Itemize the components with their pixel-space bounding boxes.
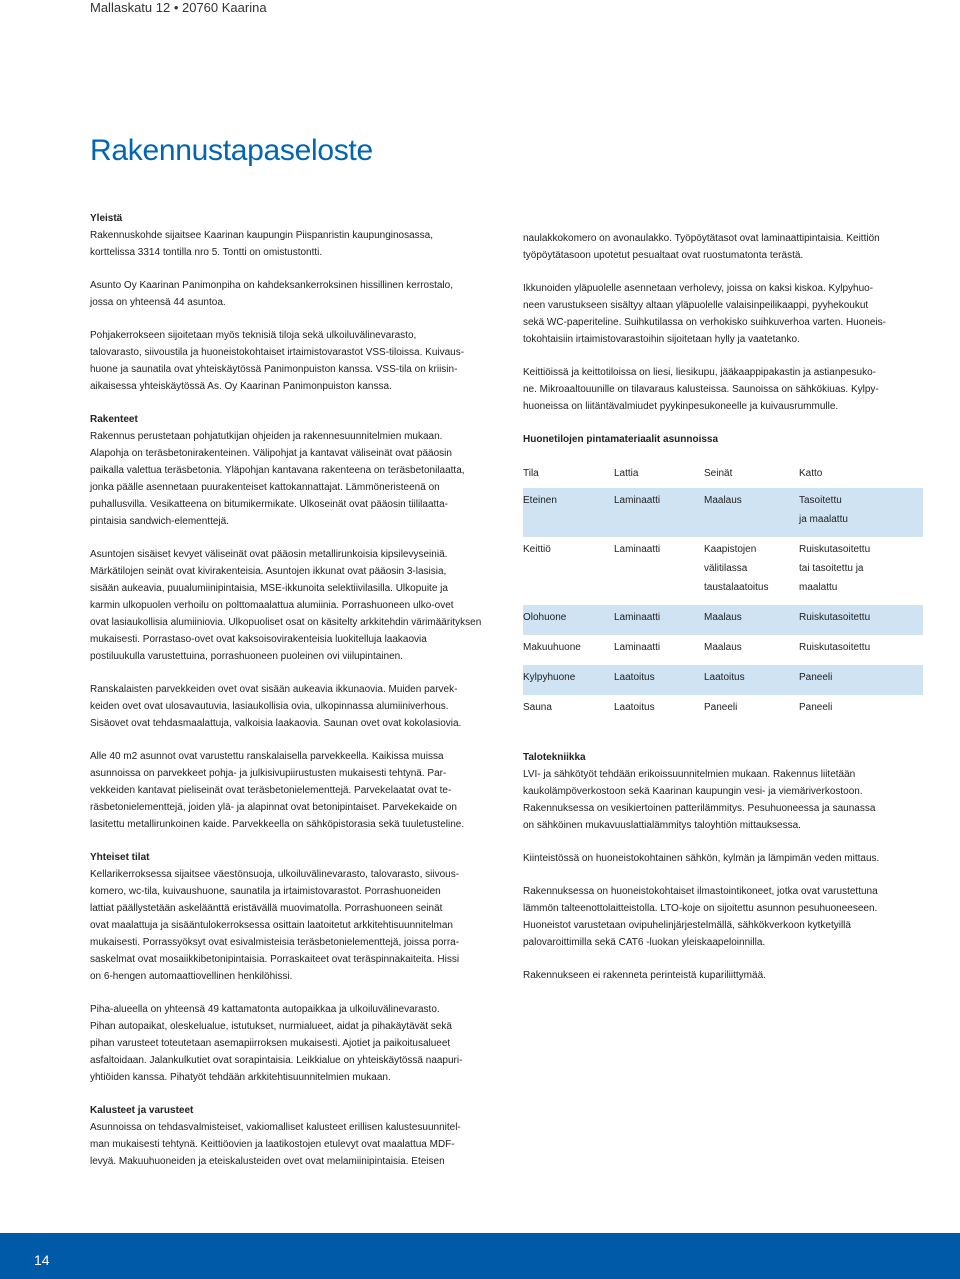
table-cell: Paneeli bbox=[799, 695, 923, 725]
paragraph: Asunnoissa on tehdasvalmisteiset, vakiomalliset kalusteet erillisen kalustesuunnitel- man mukaisesti tehtynä. Keittiöovien ja laatikostojen etulevyt ovat maalattua MDF- levyä. Makuuhuoneiden ja eteiskalusteiden ovet ovat melamiinipintaisia. Eteisen bbox=[90, 1122, 461, 1167]
table-cell: Sauna bbox=[523, 695, 614, 725]
paragraph: Kiinteistössä on huoneistokohtainen sähkön, kylmän ja lämpimän veden mittaus. bbox=[523, 853, 880, 864]
page-title: Rakennustapaseloste bbox=[90, 134, 373, 167]
section-heading-yhteiset-tilat: Yhteiset tilat bbox=[90, 852, 150, 863]
table-row bbox=[523, 605, 923, 635]
header-address: Mallaskatu 12 • 20760 Kaarina bbox=[90, 0, 267, 15]
table-cell: Laminaatti bbox=[614, 488, 704, 537]
paragraph: LVI- ja sähkötyöt tehdään erikoissuunnitelmien mukaan. Rakennus liitetään kaukolämpöverkostoon sekä Kaarinan kaupungin vesi- ja viemäriverkostoon. Rakennuksessa on vesikiertoinen patterilämmitys. Pesuhuoneessa ja saunassa on sähköinen mukavuuslattialämmitys taloyhtiön mittauksessa. bbox=[523, 769, 876, 831]
table-cell: Olohuone bbox=[523, 605, 614, 635]
section-heading-talotekniikka: Talotekniikka bbox=[523, 752, 586, 763]
section-heading-kalusteet: Kalusteet ja varusteet bbox=[90, 1105, 194, 1116]
table-cell: Laatoitus bbox=[614, 665, 704, 695]
table-cell: Laminaatti bbox=[614, 605, 704, 635]
section-rakenteet bbox=[90, 411, 495, 833]
materials-table bbox=[523, 465, 923, 725]
section-heading-rakenteet: Rakenteet bbox=[90, 414, 138, 425]
section-yleista bbox=[90, 210, 495, 395]
table-cell: Maalaus bbox=[704, 488, 799, 537]
column-header: Seinät bbox=[704, 468, 733, 479]
table-cell: Eteinen bbox=[523, 488, 614, 537]
table-cell: Kylpyhuone bbox=[523, 665, 614, 695]
column-header: Lattia bbox=[614, 468, 639, 479]
column-header: Tila bbox=[523, 468, 539, 479]
paragraph: Ikkunoiden yläpuolelle asennetaan verholevy, joissa on kaksi kiskoa. Kylpyhuo- neen varustukseen sisältyy altaan yläpuolelle valaisinpeilikaappi, pyyhekoukut sekä WC-paperiteline. Suihkutilassa on verhokisko suihkuverhoa varten. Huoneis- tokohtaisiin irtaimistovarastoihin sijoitetaan hylly ja vaatetanko. bbox=[523, 283, 886, 345]
paragraph: Alle 40 m2 asunnot ovat varustettu ranskalaisella parvekkeella. Kaikissa muissa asunnoissa on parvekkeet pohja- ja julkisivupiirustusten mukaisesti tehtynä. Par- vekkeiden kantavat pieliseinät ovat teräsbetonielementtejä. Parvekelaatat ovat te- räsbetonielementtejä, joiden ylä- ja alapinnat ovat betonipintaiset. Parvekekaide on lasitettu metallirunkoinen kaide. Parvekkeella on sähköpistorasia sekä tuuletusteline. bbox=[90, 751, 465, 830]
table-cell: Laatoitus bbox=[614, 695, 704, 725]
table-cell: Ruiskutasoitettu bbox=[799, 635, 923, 665]
table-cell: Makuuhuone bbox=[523, 635, 614, 665]
paragraph: naulakkokomero on avonaulakko. Työpöytätasot ovat laminaattipintaisia. Keittiön työpöytätasoon upotetut pesualtaat ovat ruostumatonta terästä. bbox=[523, 233, 880, 261]
table-cell: Kaapistojen välitilassa taustalaatoitus bbox=[704, 537, 799, 605]
paragraph: Pohjakerrokseen sijoitetaan myös teknisiä tiloja sekä ulkoiluvälinevarasto, talovarasto, siivoustila ja huoneistokohtaiset irtaimistovarastot VSS-tiloissa. Kuivaus- huone ja saunatila ovat yhteiskäytössä Panimonpuiston kanssa. VSS-tila on kriisin- aikaisessa yhteiskäytössä As. Oy Kaarinan Panimonpuiston kanssa. bbox=[90, 330, 465, 392]
table-row bbox=[523, 537, 923, 605]
left-column bbox=[90, 210, 495, 1186]
table-cell: Maalaus bbox=[704, 605, 799, 635]
paragraph: Rakennukseen ei rakenneta perinteistä kupariliittymää. bbox=[523, 970, 766, 981]
table-cell: Laatoitus bbox=[704, 665, 799, 695]
footer-bar bbox=[0, 1233, 960, 1279]
table-row bbox=[523, 635, 923, 665]
paragraph: Kellarikerroksessa sijaitsee väestönsuoja, ulkoiluvälinevarasto, talovarasto, siivous- komero, wc-tila, kuivaushuone, saunatila ja irtaimistovarastot. Porrashuoneiden lattiat päällystetään askeläänttä eristävällä muovimatolla. Porrashuoneen seinät ovat maalattuja ja sisääntulokerroksessa osittain laatoitetut arkkitehtisuunnitelman mukaisesti. Porrassyöksyt ovat esivalmisteisia teräsbetonielementtejä, joissa porra- saskelmat ovat mosaiikkibetonipintaisia. Porraskaiteet ovat teräspinnakaiteita. Hissi on 6-hengen automaattiovellinen henkilöhissi. bbox=[90, 869, 460, 982]
table-cell: Laminaatti bbox=[614, 635, 704, 665]
table-cell: Ruiskutasoitettu tai tasoitettu ja maalattu bbox=[799, 537, 923, 605]
table-cell: Keittiö bbox=[523, 537, 614, 605]
section-heading-yleista: Yleistä bbox=[90, 213, 123, 224]
table-cell: Paneeli bbox=[799, 665, 923, 695]
section-yhteiset-tilat bbox=[90, 849, 495, 1086]
paragraph: Asunto Oy Kaarinan Panimonpiha on kahdeksankerroksinen hissillinen kerrostalo, jossa on yhteensä 44 asuntoa. bbox=[90, 280, 453, 308]
paragraph: Piha-alueella on yhteensä 49 kattamatonta autopaikkaa ja ulkoiluvälinevarasto. Pihan autopaikat, oleskelualue, istutukset, nurmialueet, aidat ja pihakäytävät sekä pihan varusteet toteutetaan asemapiirroksen mukaisesti. Ajotiet ja paikoitusalueet asfaltoidaan. Jalankulkutiet ovat sorapintaisia. Leikkialue on yhteiskäytössä naapuri- yhtiöiden kanssa. Pihatyöt tehdään arkkitehtisuunnitelmien mukaan. bbox=[90, 1004, 463, 1083]
paragraph: Ranskalaisten parvekkeiden ovet ovat sisään aukeavia ikkunaovia. Muiden parvek- keiden ovet ovat ulosavautuvia, lasiaukollisia ovia, ulkopinnassa alumiiniverhous. Sisäovet ovat tehdasmaalattuja, valkoisia laakaovia. Saunan ovet ovat kokolasiovia. bbox=[90, 684, 462, 729]
table-row bbox=[523, 695, 923, 725]
paragraph: Rakennus perustetaan pohjatutkijan ohjeiden ja rakennesuunnitelmien mukaan. Alapohja on teräsbetonirakenteinen. Välipohjat ja kantavat väliseinät ovat pääosin paikalla valettua teräsbetonia. Yläpohjan kantavana rakenteena on teräsbetonilaatta, jonka päälle asennetaan puurakenteiset kattokannattajat. Lämmöneristeenä on puhallusvilla. Vesikatteena on bitumikermikate. Ulkoseinät ovat pääosin tiililaatta- pintaisia sandwich-elementtejä. bbox=[90, 431, 465, 527]
section-talotekniikka bbox=[523, 749, 923, 984]
paragraph: Rakennuksessa on huoneistokohtaiset ilmastointikoneet, jotka ovat varustettuna lämmön talteenottolaitteistolla. LTO-koje on sijoitettu asunnon pesuhuoneeseen. Huoneistot varustetaan ovipuhelinjärjestelmällä, sähkökverkoon kytketyillä palovaroittimilla sekä CAT6 -luokan yleiskaapeloinnilla. bbox=[523, 886, 878, 948]
section-kalusteet bbox=[90, 1102, 495, 1170]
table-cell: Tasoitettu ja maalattu bbox=[799, 488, 923, 537]
column-header: Katto bbox=[799, 468, 823, 479]
page-number: 14 bbox=[34, 1252, 50, 1268]
paragraph: Keittiöissä ja keittotiloissa on liesi, liesikupu, jääkaappipakastin ja astianpesuko- ne. Mikroaaltouunille on tilavaraus kalusteissa. Saunoissa on sähkökiuas. Kylpy- huoneissa on liitäntävalmiudet pyykinpesukoneelle ja kuivausrummulle. bbox=[523, 367, 879, 412]
table-row bbox=[523, 665, 923, 695]
table-cell: Ruiskutasoitettu bbox=[799, 605, 923, 635]
table-header-row bbox=[523, 465, 923, 488]
table-cell: Laminaatti bbox=[614, 537, 704, 605]
table-cell: Maalaus bbox=[704, 635, 799, 665]
right-column bbox=[523, 230, 923, 1000]
table-cell: Paneeli bbox=[704, 695, 799, 725]
paragraph: Rakennuskohde sijaitsee Kaarinan kaupungin Piispanristin kaupunginosassa, korttelissa 3314 tontilla nro 5. Tontti on omistustontti. bbox=[90, 230, 434, 258]
table-row bbox=[523, 488, 923, 537]
table-heading: Huonetilojen pintamateriaalit asunnoissa bbox=[523, 434, 719, 445]
paragraph: Asuntojen sisäiset kevyet väliseinät ovat pääosin metallirunkoisia kipsilevyseiniä. Märkätilojen seinät ovat kivirakenteisia. Asuntojen ikkunat ovat pääosin 3-lasisia, sisään aukeavia, puualumiinipintaisia, MSE-ikkunoita selektiivilasilla. Ulkopuite ja karmin ulkopuolen verhoilu on polttomaalattua alumiinia. Porrashuoneen ulko-ovet ovat lasiaukollisia alumiiniovia. Ulkopuoliset osat on käsitelty arkkitehdin värimäärityksen mukaisesti. Porrastaso-ovet ovat kaksoisovirakenteisia luokitelluja laakaovia postiluukulla varustettuina, porrashuoneen puoleinen ovi viilupintainen. bbox=[90, 549, 482, 662]
